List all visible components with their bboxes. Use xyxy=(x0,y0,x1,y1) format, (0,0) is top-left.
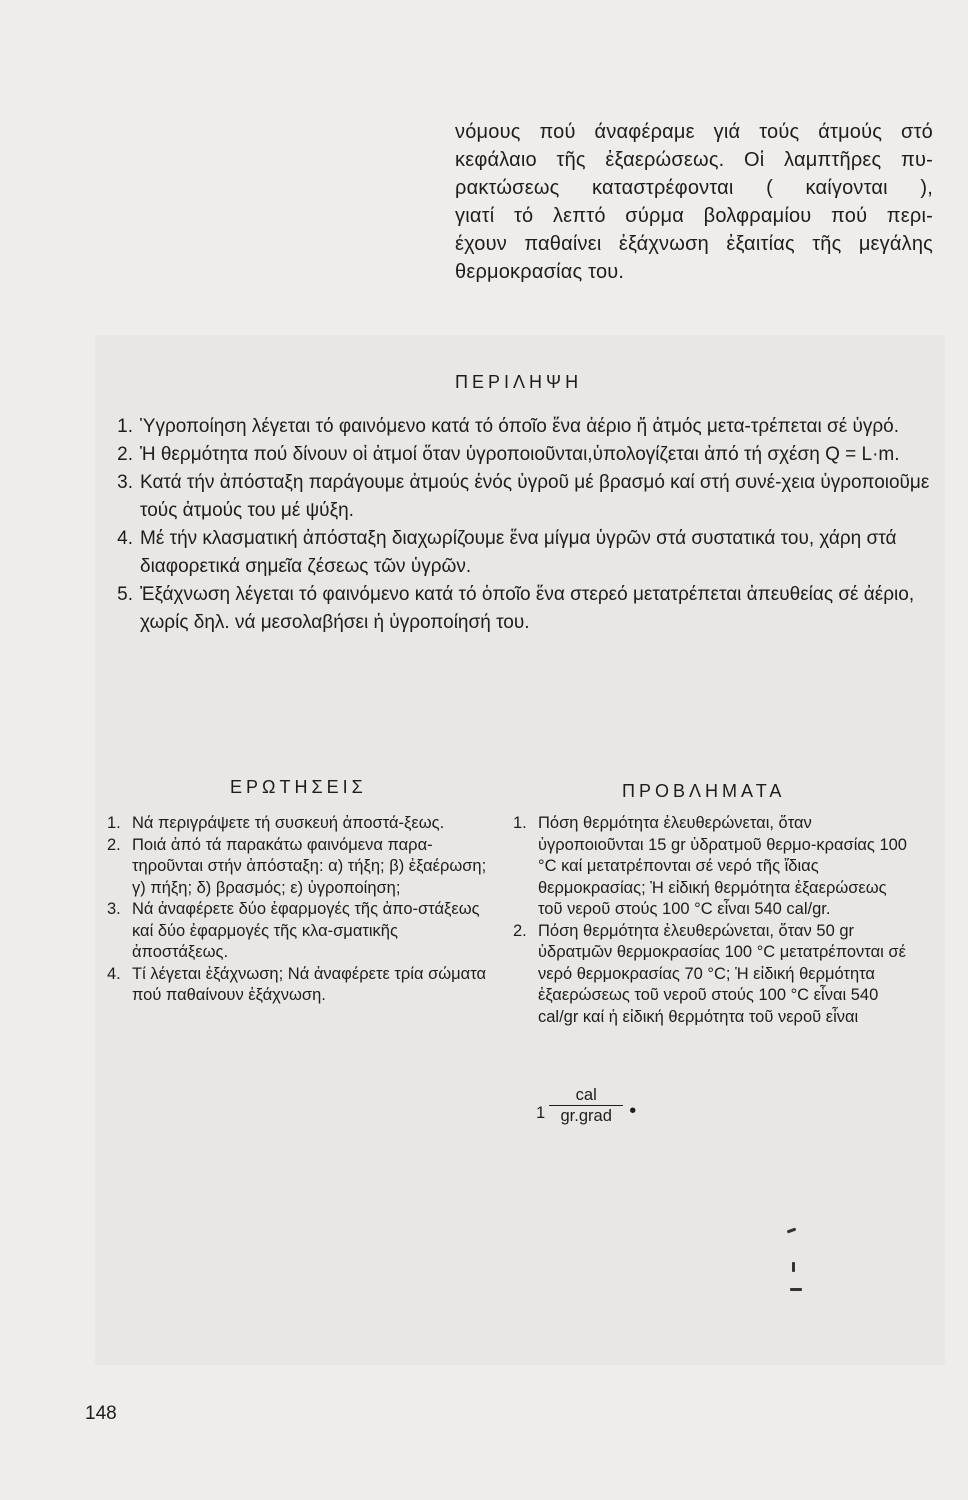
question-text: Ποιά ἀπό τά παρακάτω φαινόμενα παρα-τηροῦνται στήν ἀπόσταξη: α) τήξη; β) ἐξαέρωση; γ) πήξη; δ) βρασμός; ε) ὑγροποίηση; xyxy=(132,835,487,897)
question-text: Νά περιγράψετε τή συσκευή ἀποστά-ξεως. xyxy=(132,814,445,832)
summary-item xyxy=(105,469,935,525)
problems-list xyxy=(513,813,911,1028)
formula-denominator: gr.grad xyxy=(560,1107,612,1125)
question-text: Νά ἀναφέρετε δύο ἐφαρμογές τῆς ἀπο-στάξεως καί δύο ἐφαρμογές τῆς κλα-σματικῆς ἀποστάξεως. xyxy=(132,900,480,961)
summary-item-number: 5. xyxy=(117,584,133,605)
problem-item xyxy=(513,813,911,921)
summary-item-number: 1. xyxy=(117,416,133,437)
intro-line: γιατί τό λεπτό σύρμα βολφραμίου πού περι- xyxy=(455,205,933,227)
problem-item xyxy=(513,921,911,1029)
problem-number: 1. xyxy=(513,814,527,832)
formula-coefficient: 1 xyxy=(536,1103,546,1122)
summary-item-number: 2. xyxy=(117,444,133,465)
questions-title: ΕΡΩΤΗΣΕΙΣ xyxy=(230,777,367,797)
question-item xyxy=(107,964,492,1007)
summary-item-number: 3. xyxy=(117,472,133,493)
summary-item-text: Μέ τήν κλασματική ἀπόσταξη διαχωρίζουμε ἕνα μίγμα ὑγρῶν στά συστατικά του, χάρη στά διαφορετικά σημεῖα ζέσεως τῶν ὑγρῶν. xyxy=(140,528,897,577)
problem-number: 2. xyxy=(513,921,527,940)
page-number: 148 xyxy=(85,1403,117,1424)
intro-line: έχουν παθαίνει ἐξάχνωση ἐξαιτίας τῆς μεγάλης xyxy=(455,233,933,255)
summary-list xyxy=(105,413,935,637)
summary-item-text: Ὑγροποίηση λέγεται τό φαινόμενο κατά τό όποῖο ἕνα ἀέριο ἤ ἀτμός μετα-τρέπεται σέ ὑγρό. xyxy=(140,416,899,437)
formula-fraction xyxy=(549,1086,623,1126)
formula-end-mark: • xyxy=(629,1099,637,1122)
summary-item-number: 4. xyxy=(117,528,133,549)
summary-title: ΠΕΡΙΛΗΨΗ xyxy=(455,372,583,392)
question-item xyxy=(107,835,492,900)
question-item xyxy=(107,899,492,964)
ink-speck xyxy=(790,1288,802,1291)
summary-item xyxy=(105,413,935,441)
question-number: 2. xyxy=(107,835,121,854)
summary-item-text: Κατά τήν ἀπόσταξη παράγουμε ἀτμούς ἑνός ὑγροῦ μέ βρασμό καί στή συνέ-χεια ὑγροποιοῦμε τούς ἀτμούς του μέ ψύξη. xyxy=(140,472,930,521)
formula-numerator: cal xyxy=(575,1086,597,1104)
question-number: 4. xyxy=(107,964,121,983)
question-number: 1. xyxy=(107,814,121,832)
problems-title: ΠΡΟΒΛΗΜΑΤΑ xyxy=(622,781,786,801)
specific-heat-formula xyxy=(536,1086,636,1126)
intro-line: κεφάλαιο τῆς ἐξαερώσεως. Οἱ λαμπτῆρες πυ- xyxy=(455,149,933,171)
summary-item xyxy=(105,441,935,469)
intro-paragraph xyxy=(455,118,933,286)
question-item xyxy=(107,813,492,835)
summary-item-text: Ἐξάχνωση λέγεται τό φαινόμενο κατά τό ὁποῖο ἕνα στερεό μετατρέπεται ἀπευθείας σέ ἀέριο, χωρίς δηλ. νά μεσολαβήσει ἡ ὑγροποίησή του. xyxy=(140,584,915,633)
problem-text: Πόση θερμότητα ἐλευθερώνεται, ὅταν ὑγροποιοῦνται 15 gr ὑδρατμοῦ θερμο-κρασίας 100 °C καί μετατρέπονται σέ νερό τῆς ἴδιας θερμοκρασίας; Ἡ εἰδική θερμότητα ἐξαερώσεως τοῦ νεροῦ στούς 100 °C εἶναι 540 cal/gr. xyxy=(538,814,907,918)
problem-text: Πόση θερμότητα ἐλευθερώνεται, ὅταν 50 gr ὑδρατμῶν θερμοκρασίας 100 °C μετατρέπονται σέ νερό θερμοκρασίας 70 °C; Ἡ εἰδική θερμότητα ἐξαερώσεως τοῦ νεροῦ στούς 100 °C εἶναι 540 cal/gr καί ἡ εἰδική θερμότητα τοῦ νεροῦ εἶναι xyxy=(538,921,906,1026)
intro-line: θερμοκρασίας του. xyxy=(455,261,625,283)
question-number: 3. xyxy=(107,900,121,918)
summary-item xyxy=(105,525,935,581)
ink-speck xyxy=(792,1262,795,1272)
questions-list xyxy=(107,813,492,1007)
summary-item-text: Ἡ θερμότητα πού δίνουν οἱ ἀτμοί ὅταν ὑγροποιοῦνται,ὑπολογίζεται ἀπό τή σχέση Q = L·m. xyxy=(140,444,900,465)
question-text: Τί λέγεται ἐξάχνωση; Νά ἀναφέρετε τρία σώματα πού παθαίνουν ἐξάχνωση. xyxy=(132,964,487,1004)
summary-item xyxy=(105,581,935,637)
intro-line: ρακτώσεως καταστρέφονται ( καίγονται ), xyxy=(455,177,933,199)
intro-line: νόμους πού άναφέραμε γιά τούς άτμούς στό xyxy=(455,121,933,143)
